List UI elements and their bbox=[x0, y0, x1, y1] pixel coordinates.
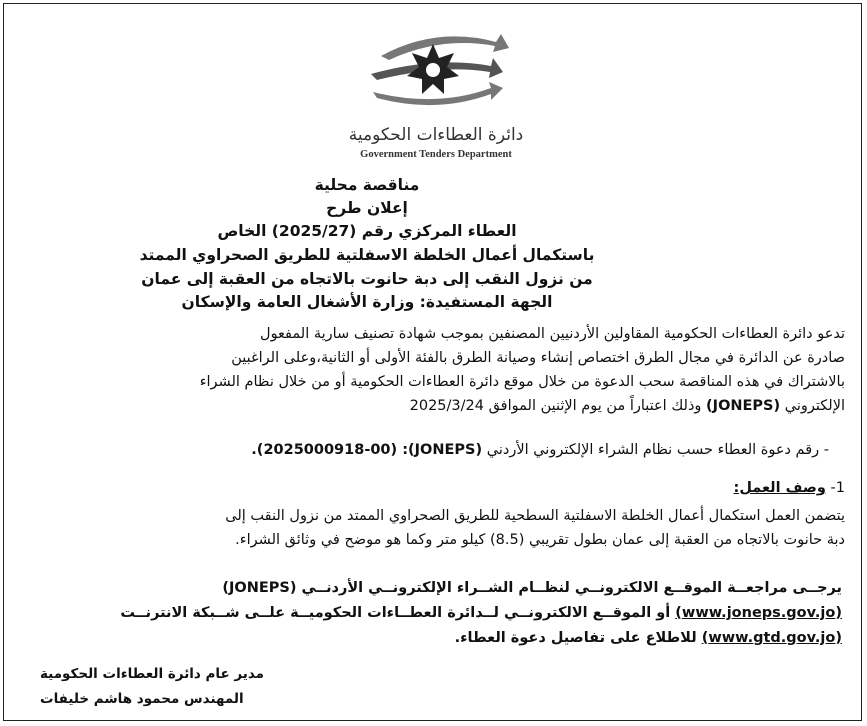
joneps-label: (JONEPS) bbox=[706, 398, 781, 414]
logo-english-text: Government Tenders Department bbox=[360, 149, 512, 160]
intro-date-text: وذلك اعتباراً من يوم الإثنين الموافق 2025/3/24 bbox=[409, 398, 707, 414]
tender-type: مناقصة محلية bbox=[314, 176, 420, 194]
gtd-link[interactable]: (www.gtd.gov.jo) bbox=[701, 630, 842, 646]
intro-line-4-text: الإلكتروني bbox=[780, 398, 845, 414]
tender-reference-label: - رقم دعوة العطاء حسب نظام الشراء الإلكتروني الأردني bbox=[482, 442, 829, 458]
notice-line-2-text: أو الموقــع الالكترونــي لــدائرة العطــاءات الحكوميــة علــى شــبكة الانترنــت bbox=[120, 605, 676, 621]
joneps-link[interactable]: (www.joneps.gov.jo) bbox=[675, 605, 842, 621]
tender-subject: باستكمال أعمال الخلطة الاسفلتية للطريق الصحراوي الممتد bbox=[139, 246, 595, 264]
intro-line-1: تدعو دائرة العطاءات الحكومية المقاولين الأردنيين المصنفين بموجب شهادة تصنيف سارية المفعول bbox=[260, 326, 845, 342]
notice-line-3 bbox=[455, 630, 842, 646]
announcement-label: إعلان طرح bbox=[326, 199, 408, 217]
tender-reference-number: (JONEPS): (2025000918-00). bbox=[251, 442, 483, 458]
logo-arabic-text: دائرة العطاءات الحكومية bbox=[348, 125, 524, 145]
tender-route: من نزول النقب إلى دبة حانوت بالاتجاه من العقبة إلى عمان bbox=[141, 270, 593, 288]
intro-line-2: صادرة عن الدائرة في مجال الطرق اختصاص إنشاء وصيانة الطرق بالفئة الأولى أو الثانية،وعلى الراغبين bbox=[231, 350, 845, 366]
notice-line-1: يرجــى مراجعــة الموقــع الالكترونــي لنظــام الشــراء الإلكترونــي الأردنــي (JONEPS) bbox=[222, 580, 842, 596]
intro-line-4 bbox=[410, 398, 845, 414]
gtd-logo bbox=[341, 18, 531, 168]
work-line-2: دبة حانوت بالاتجاه من العقبة إلى عمان بطول تقريبي (8.5) كيلو متر وكما هو موضح في وثائق الشراء. bbox=[235, 532, 845, 548]
notice-line-2 bbox=[120, 605, 842, 621]
notice-line-3-text: للاطلاع على تفاصيل دعوة العطاء. bbox=[454, 630, 702, 646]
work-heading bbox=[734, 480, 845, 496]
work-number: 1- bbox=[830, 480, 845, 496]
work-line-1: يتضمن العمل استكمال أعمال الخلطة الاسفلتية السطحية للطريق الصحراوي الممتد من نزول النقب إلى bbox=[225, 508, 845, 524]
gtd-emblem-icon bbox=[341, 18, 531, 123]
work-title: وصف العمل: bbox=[733, 480, 826, 496]
signature-name: المهندس محمود هاشم خليفات bbox=[40, 691, 244, 707]
signature-title: مدير عام دائرة العطاءات الحكومية bbox=[40, 666, 265, 682]
intro-line-3: بالاشتراك في هذه المناقصة سحب الدعوة من خلال موقع دائرة العطاءات الحكومية أو من خلال نظام الشراء bbox=[199, 374, 845, 390]
tender-reference bbox=[251, 442, 829, 458]
tender-number: العطاء المركزي رقم (2025/27) الخاص bbox=[217, 222, 517, 240]
beneficiary: الجهة المستفيدة: وزارة الأشغال العامة والإسكان bbox=[181, 293, 553, 311]
